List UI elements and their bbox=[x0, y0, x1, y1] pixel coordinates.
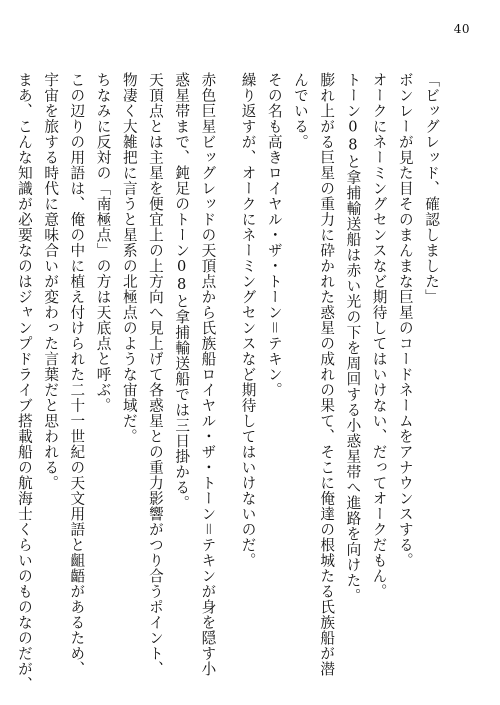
text-line: 惑星帯まで、鈍足のトーン08と拿捕輸送船では三日掛かる。 bbox=[173, 72, 191, 511]
text-line: 膨れ上がる巨星の重力に砕かれた惑星の成れの果て、そこに俺達の根城たる氏族船が潜 bbox=[318, 72, 336, 677]
text-line: んでいる。 bbox=[291, 72, 309, 150]
text-line: オークにネーミングセンスなど期待してはいけない、だってオークだもん。 bbox=[370, 72, 388, 599]
novel-text-body bbox=[15, 72, 444, 692]
text-line: この辺りの用語は、俺の中に植え付けられた二十一世紀の天文用語と齟齬があるため、 bbox=[68, 72, 86, 677]
text-line: その名も高きロイヤル・ザ・トーン＝テキン。 bbox=[265, 72, 283, 398]
text-line: 天頂点とは主星を便宜上の上方向へ見上げて各惑星との重力影響がつり合うポイント、 bbox=[146, 72, 164, 677]
text-line: 物凄く大雑把に言うと星系の北極点のような宙域だ。 bbox=[120, 72, 138, 444]
text-line: ちなみに反対の「南極点」の方は天底点と呼ぶ。 bbox=[94, 72, 112, 413]
text-line: 繰り返すが、オークにネーミングセンスなど期待してはいけないのだ。 bbox=[239, 72, 257, 568]
text-line: 宇宙を旅する時代に意味合いが変わった言葉だと思われる。 bbox=[42, 72, 60, 491]
paragraph-break bbox=[220, 72, 234, 662]
text-line: まあ、こんな知識が必要なのはジャンプドライブ搭載船の航海士くらいのものなのだが、 bbox=[15, 72, 33, 692]
text-line: ボンレーが見た目そのまんまな巨星のコードネームをアナウンスする。 bbox=[396, 72, 414, 568]
page-number: 40 bbox=[453, 22, 470, 36]
text-line: 「ビッグレッド、確認しました」 bbox=[423, 72, 440, 305]
text-line: 赤色巨星ビッグレッドの天頂点から氏族船ロイヤル・ザ・トーン＝テキンが身を隠す小 bbox=[199, 72, 217, 677]
text-line: トーン08と拿捕輸送船は赤い光の下を周回する小惑星帯へ進路を向けた。 bbox=[344, 72, 362, 604]
